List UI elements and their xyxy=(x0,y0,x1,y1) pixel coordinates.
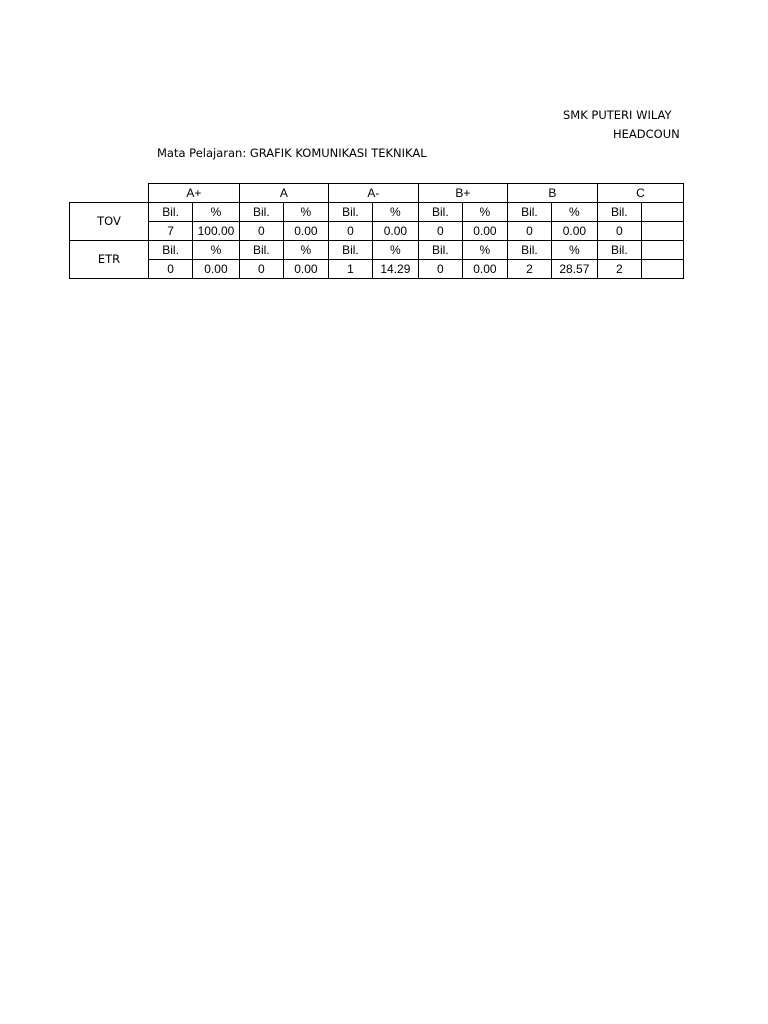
etr-subheader-row xyxy=(70,241,684,260)
subheader-cell: % xyxy=(462,241,507,260)
value-cell: 0 xyxy=(239,260,283,279)
value-cell: 0 xyxy=(328,222,372,241)
grade-header: A xyxy=(239,184,328,203)
value-cell: 0 xyxy=(239,222,283,241)
subheader-cell: % xyxy=(283,241,328,260)
value-cell: 2 xyxy=(597,260,641,279)
value-cell: 0.00 xyxy=(462,260,507,279)
grade-header: A- xyxy=(328,184,418,203)
value-cell: 0.00 xyxy=(372,222,418,241)
value-cell: 2 xyxy=(507,260,551,279)
report-title: HEADCOUN xyxy=(613,127,680,141)
tov-subheader-row xyxy=(70,203,684,222)
subheader-cell: % xyxy=(193,241,240,260)
subheader-cell: Bil. xyxy=(597,203,641,222)
subheader-cell: % xyxy=(462,203,507,222)
subheader-cell: Bil. xyxy=(597,241,641,260)
subheader-cell: % xyxy=(283,203,328,222)
subheader-cell: % xyxy=(193,203,240,222)
value-cell: 0 xyxy=(418,260,462,279)
grade-header: C xyxy=(597,184,683,203)
subheader-cell: Bil. xyxy=(149,203,193,222)
grade-header: B+ xyxy=(418,184,507,203)
subheader-cell: % xyxy=(551,241,597,260)
corner-cell xyxy=(70,184,149,203)
value-cell xyxy=(641,222,683,241)
etr-values-row xyxy=(70,260,684,279)
subheader-cell: Bil. xyxy=(149,241,193,260)
value-cell: 100.00 xyxy=(193,222,240,241)
value-cell: 1 xyxy=(328,260,372,279)
subheader-cell: Bil. xyxy=(418,241,462,260)
subheader-cell: Bil. xyxy=(418,203,462,222)
subheader-cell: % xyxy=(372,203,418,222)
grade-header: A+ xyxy=(149,184,240,203)
tov-values-row xyxy=(70,222,684,241)
subheader-cell: Bil. xyxy=(507,241,551,260)
grade-header-row xyxy=(70,184,684,203)
value-cell: 14.29 xyxy=(372,260,418,279)
subheader-cell: Bil. xyxy=(239,203,283,222)
value-cell: 0.00 xyxy=(551,222,597,241)
value-cell: 0 xyxy=(149,260,193,279)
value-cell: 28.57 xyxy=(551,260,597,279)
value-cell: 0 xyxy=(507,222,551,241)
subject-line: Mata Pelajaran: GRAFIK KOMUNIKASI TEKNIKAL xyxy=(157,146,427,160)
row-label-tov: TOV xyxy=(70,203,149,241)
grade-table xyxy=(69,183,684,279)
school-title: SMK PUTERI WILAY xyxy=(563,108,672,122)
subheader-cell: % xyxy=(372,241,418,260)
value-cell: 0.00 xyxy=(283,260,328,279)
subheader-cell: % xyxy=(551,203,597,222)
value-cell: 0.00 xyxy=(462,222,507,241)
grade-header: B xyxy=(507,184,597,203)
subheader-cell xyxy=(641,241,683,260)
subheader-cell: Bil. xyxy=(328,241,372,260)
value-cell: 0 xyxy=(418,222,462,241)
subheader-cell: Bil. xyxy=(507,203,551,222)
value-cell: 0 xyxy=(597,222,641,241)
subheader-cell: Bil. xyxy=(239,241,283,260)
value-cell: 0.00 xyxy=(283,222,328,241)
value-cell: 7 xyxy=(149,222,193,241)
subheader-cell xyxy=(641,203,683,222)
value-cell xyxy=(641,260,683,279)
row-label-etr: ETR xyxy=(70,241,149,279)
subheader-cell: Bil. xyxy=(328,203,372,222)
value-cell: 0.00 xyxy=(193,260,240,279)
